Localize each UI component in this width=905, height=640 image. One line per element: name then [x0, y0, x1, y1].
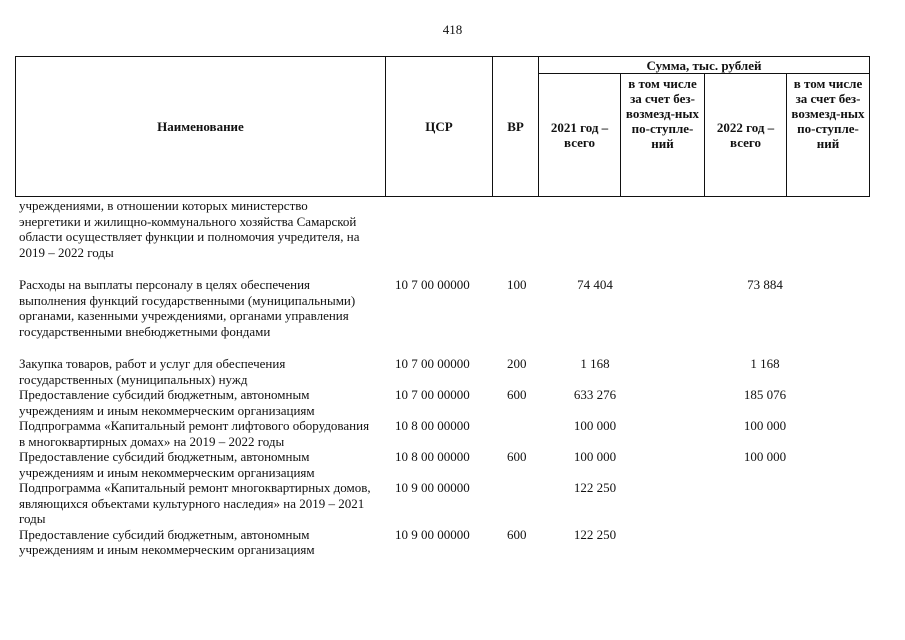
row-vr: 200	[507, 356, 527, 371]
row-csr: 10 8 00 00000	[395, 418, 470, 433]
header-total-2021: 2021 год – всего	[539, 74, 621, 197]
header-free-2021: в том числе за счет без-возмезд-ных по-ступле-ний	[621, 74, 705, 197]
table-header	[15, 56, 870, 197]
row-csr: 10 9 00 00000	[395, 526, 470, 542]
row-sum-2021: 1 168	[580, 356, 610, 371]
row-vr: 600	[507, 387, 527, 402]
table-row	[15, 449, 875, 480]
row-csr: 10 9 00 00000	[395, 480, 470, 495]
row-name: Закупка товаров, работ и услуг для обеспечения государственных (муниципальных) нужд	[19, 356, 286, 387]
row-name: Предоставление субсидий бюджетным, автономным учреждениям и иным некоммерческим организациям	[19, 449, 315, 480]
row-vr: 100	[507, 277, 527, 292]
row-sum-2021: 100 000	[573, 449, 617, 464]
row-csr: 10 7 00 00000	[395, 387, 470, 402]
page-number: 418	[442, 22, 463, 37]
row-sum-2022: 100 000	[743, 449, 787, 464]
row-name: учреждениями, в отношении которых министерство энергетики и жилищно-коммунального хозяйства Самарской области осуществляет функции и полномочия учредителя, на 2019 – 2022 годы	[19, 198, 360, 260]
row-csr: 10 7 00 00000	[395, 277, 470, 292]
header-sum: Сумма, тыс. рублей	[539, 57, 870, 74]
row-sum-2021: 74 404	[577, 277, 613, 292]
row-sum-2021: 100 000	[573, 418, 617, 433]
row-name: Подпрограмма «Капитальный ремонт лифтового оборудования в многоквартирных домах» на 2019 – 2022 годы	[19, 418, 370, 449]
table-row	[15, 387, 875, 418]
header-free-2022: в том числе за счет без-возмезд-ных по-ступле-ний	[787, 74, 870, 197]
row-sum-2021: 122 250	[573, 526, 617, 542]
row-name: Предоставление субсидий бюджетным, автономным учреждениям и иным некоммерческим организациям	[19, 526, 315, 557]
row-sum-2022: 185 076	[743, 387, 787, 402]
table-row	[15, 277, 875, 339]
row-csr: 10 8 00 00000	[395, 449, 470, 464]
row-vr: 600	[507, 526, 527, 542]
row-name: Предоставление субсидий бюджетным, автономным учреждениям и иным некоммерческим организациям	[19, 387, 315, 418]
header-csr: ЦСР	[386, 57, 493, 197]
table-row	[15, 480, 875, 527]
row-vr: 600	[507, 449, 527, 464]
row-sum-2021: 633 276	[573, 387, 617, 402]
row-sum-2022: 100 000	[743, 418, 787, 433]
table-body	[15, 198, 875, 558]
row-sum-2022: 1 168	[750, 356, 780, 371]
table-row	[15, 418, 875, 449]
header-vr: ВР	[493, 57, 539, 197]
row-sum-2022: 73 884	[747, 277, 783, 292]
row-sum-2021: 122 250	[573, 480, 617, 495]
row-name: Подпрограмма «Капитальный ремонт многоквартирных домов, являющихся объектами культурного наследия» на 2019 – 2021 годы	[19, 480, 371, 526]
table-row	[15, 356, 875, 387]
row-name: Расходы на выплаты персоналу в целях обеспечения выполнения функций государственными (муниципальными) органами, казенными учреждениями, органами управления государственными внебюджетными фондами	[19, 277, 356, 339]
table-row	[15, 527, 875, 558]
table-row	[15, 198, 875, 260]
header-name: Наименование	[16, 57, 386, 197]
header-total-2022: 2022 год – всего	[705, 74, 787, 197]
row-csr: 10 7 00 00000	[395, 356, 470, 371]
